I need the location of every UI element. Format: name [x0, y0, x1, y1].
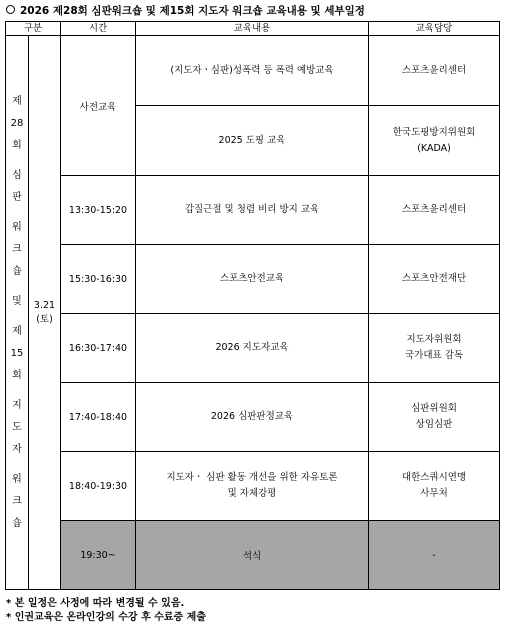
label-gap	[6, 313, 28, 321]
instructor-cell: 심판위원회 상임심판	[369, 383, 500, 452]
header-instructor: 교육담당	[369, 22, 500, 36]
event-date: 3.21 (토)	[29, 36, 61, 590]
label-gap	[6, 461, 28, 469]
instructor-cell: -	[369, 521, 500, 590]
label-char: 15	[10, 347, 24, 359]
schedule-table	[5, 21, 500, 590]
content-cell: 석식	[136, 521, 369, 590]
event-label-vertical	[6, 36, 29, 590]
label-char: 제	[12, 325, 22, 337]
instructor-cell: 지도자위원회 국가대표 감독	[369, 314, 500, 383]
label-char: 숍	[12, 517, 22, 529]
time-cell: 18:40-19:30	[61, 452, 136, 521]
label-char: 판	[12, 191, 22, 203]
label-gap	[6, 283, 28, 291]
label-char: 도	[12, 421, 22, 433]
content-cell: 스포츠안전교육	[136, 245, 369, 314]
time-cell: 사전교육	[61, 36, 136, 176]
footnotes	[6, 597, 206, 625]
table-row	[6, 383, 500, 452]
label-char: 숍	[12, 265, 22, 277]
table-row	[6, 36, 500, 106]
time-cell: 15:30-16:30	[61, 245, 136, 314]
footnote: * 인권교육은 온라인강의 수강 후 수료증 제출	[6, 612, 206, 623]
label-char: 회	[12, 139, 22, 151]
header-row	[6, 22, 500, 36]
label-gap	[6, 157, 28, 165]
time-cell: 19:30~	[61, 521, 136, 590]
label-gap	[6, 209, 28, 217]
table-row-dinner	[6, 521, 500, 590]
header-category: 구분	[6, 22, 61, 36]
content-cell: 갑질근절 및 청렴 비리 방지 교육	[136, 176, 369, 245]
time-cell: 16:30-17:40	[61, 314, 136, 383]
instructor-cell: 한국도핑방지위원회 (KADA)	[369, 106, 500, 176]
table-row	[6, 245, 500, 314]
header-time: 시간	[61, 22, 136, 36]
label-char: 크	[12, 495, 22, 507]
label-char: 심	[12, 169, 22, 181]
instructor-cell: 스포츠윤리센터	[369, 36, 500, 106]
time-cell: 17:40-18:40	[61, 383, 136, 452]
label-char: 자	[12, 443, 22, 455]
content-cell: (지도자ㆍ심판)성폭력 등 폭력 예방교육	[136, 36, 369, 106]
header-content: 교육내용	[136, 22, 369, 36]
circle-bullet-icon	[6, 5, 15, 14]
instructor-cell: 대한스쿼시연맹 사무처	[369, 452, 500, 521]
content-cell: 지도자ㆍ 심판 활동 개선을 위한 자유토론 및 자체강평	[136, 452, 369, 521]
table-row	[6, 314, 500, 383]
content-cell: 2026 심판판정교육	[136, 383, 369, 452]
document-title: 2026 제28회 심판워크숍 및 제15회 지도자 워크숍 교육내용 및 세부일정	[6, 3, 365, 19]
table-row	[6, 176, 500, 245]
table-row	[6, 452, 500, 521]
label-char: 지	[12, 399, 22, 411]
label-char: 회	[12, 369, 22, 381]
label-char: 제	[12, 95, 22, 107]
label-char: 워	[12, 473, 22, 485]
time-cell: 13:30-15:20	[61, 176, 136, 245]
content-cell: 2026 지도자교육	[136, 314, 369, 383]
instructor-cell: 스포츠안전재단	[369, 245, 500, 314]
label-char: 28	[10, 117, 24, 129]
footnote: * 본 일정은 사정에 따라 변경될 수 있음.	[6, 598, 185, 609]
label-char: 및	[12, 295, 22, 307]
label-char: 크	[12, 243, 22, 255]
label-char: 워	[12, 221, 22, 233]
content-cell: 2025 도핑 교육	[136, 106, 369, 176]
instructor-cell: 스포츠윤리센터	[369, 176, 500, 245]
label-gap	[6, 387, 28, 395]
